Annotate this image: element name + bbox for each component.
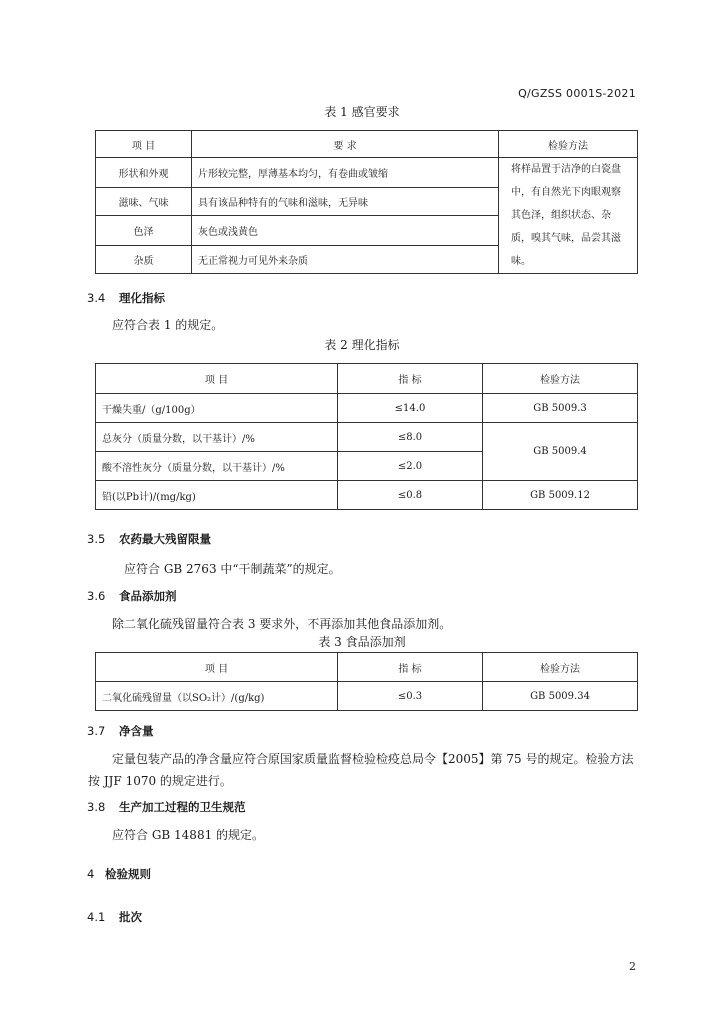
table1-row-item: 杂质 (96, 245, 192, 274)
section-4-heading (87, 866, 151, 882)
table2-row-method: GB 5009.4 (483, 423, 638, 481)
table1-row-req: 具有该品种特有的气味和滋味，无异味 (192, 187, 499, 215)
table1-row-item: 形状和外观 (96, 158, 192, 188)
section-3-5-text: 应符合 GB 2763 中“干制蔬菜”的规定。 (124, 562, 341, 576)
table1-header-method: 检验方法 (499, 131, 638, 158)
section-number: 3.6 (87, 589, 106, 603)
section-number: 4 (87, 867, 95, 881)
section-title: 净含量 (119, 724, 154, 738)
table1-row-req: 灰色或浅黄色 (192, 215, 499, 245)
section-3-5-heading (87, 531, 211, 547)
section-3-6-text: 除二氧化硫残留量符合表 3 要求外，不再添加其他食品添加剂。 (112, 617, 452, 631)
table2-row-value: ≤0.8 (338, 481, 483, 510)
table3-caption: 表 3 食品添加剂 (318, 635, 406, 649)
table3-header-value: 指 标 (338, 653, 483, 682)
table2-caption: 表 2 理化指标 (324, 338, 400, 352)
section-number: 4.1 (87, 910, 106, 924)
table3-header-method: 检验方法 (483, 653, 638, 682)
standard-code: Q/GZSS 0001S-2021 (518, 87, 636, 100)
section-title: 农药最大残留限量 (119, 532, 211, 546)
section-title: 理化指标 (119, 291, 165, 305)
table1-sensory (95, 130, 638, 274)
section-title: 食品添加剂 (119, 589, 177, 603)
section-title: 检验规则 (105, 867, 151, 881)
table2-row-value: ≤8.0 (338, 423, 483, 452)
section-title: 生产加工过程的卫生规范 (119, 800, 246, 814)
table1-header-item: 项 目 (96, 131, 192, 158)
table2-row-value: ≤2.0 (338, 452, 483, 481)
table1-row-item: 滋味、气味 (96, 187, 192, 215)
section-3-7-text-line1: 定量包装产品的净含量应符合原国家质量监督检验检疫总局令【2005】第 75 号的规定。检验方法 (112, 752, 634, 766)
table3-row-item: 二氧化硫残留量（以SO₂计）/(g/kg) (96, 682, 338, 711)
section-number: 3.5 (87, 532, 106, 546)
table2-physicochemical (95, 363, 638, 510)
section-4-1-heading (87, 909, 142, 925)
table2-header-item: 项 目 (96, 364, 338, 394)
table1-method-cell (499, 158, 638, 274)
table2-row-item: 铅(以Pb计)/(mg/kg) (96, 481, 338, 510)
section-3-4-heading (87, 290, 165, 306)
table1-header-req: 要 求 (192, 131, 499, 158)
section-3-7-text-line2: 按 JJF 1070 的规定进行。 (88, 774, 232, 788)
section-3-4-text: 应符合表 1 的规定。 (112, 318, 224, 332)
section-title: 批次 (119, 910, 142, 924)
section-3-8-heading (87, 799, 246, 815)
table2-row-value: ≤14.0 (338, 394, 483, 423)
section-3-8-text: 应符合 GB 14881 的规定。 (112, 828, 265, 842)
table2-row-method: GB 5009.3 (483, 394, 638, 423)
table3-header-item: 项 目 (96, 653, 338, 682)
section-3-7-heading (87, 723, 154, 739)
section-number: 3.4 (87, 291, 106, 305)
table2-header-method: 检验方法 (483, 364, 638, 394)
table3-row-value: ≤0.3 (338, 682, 483, 711)
table3-row-method: GB 5009.34 (483, 682, 638, 711)
page-number: 2 (629, 960, 636, 973)
table1-row-req: 片形较完整，厚薄基本均匀，有卷曲或皱缩 (192, 158, 499, 188)
table2-row-method: GB 5009.12 (483, 481, 638, 510)
table1-row-item: 色泽 (96, 215, 192, 245)
table3-food-additives (95, 652, 638, 711)
table2-row-item: 干燥失重/（g/100g） (96, 394, 338, 423)
table2-row-item: 总灰分（质量分数，以干基计）/% (96, 423, 338, 452)
table1-row-req: 无正常视力可见外来杂质 (192, 245, 499, 274)
section-3-6-heading (87, 588, 177, 604)
table2-header-value: 指 标 (338, 364, 483, 394)
table1-method-text: 将样品置于洁净的白瓷盘中，有自然光下肉眼观察其色泽，组织状态、杂质，嗅其气味，品尝其滋味。 (511, 164, 621, 267)
section-number: 3.7 (87, 724, 106, 738)
table2-row-item: 酸不溶性灰分（质量分数，以干基计）/% (96, 452, 338, 481)
table1-caption: 表 1 感官要求 (324, 105, 400, 119)
section-number: 3.8 (87, 800, 106, 814)
